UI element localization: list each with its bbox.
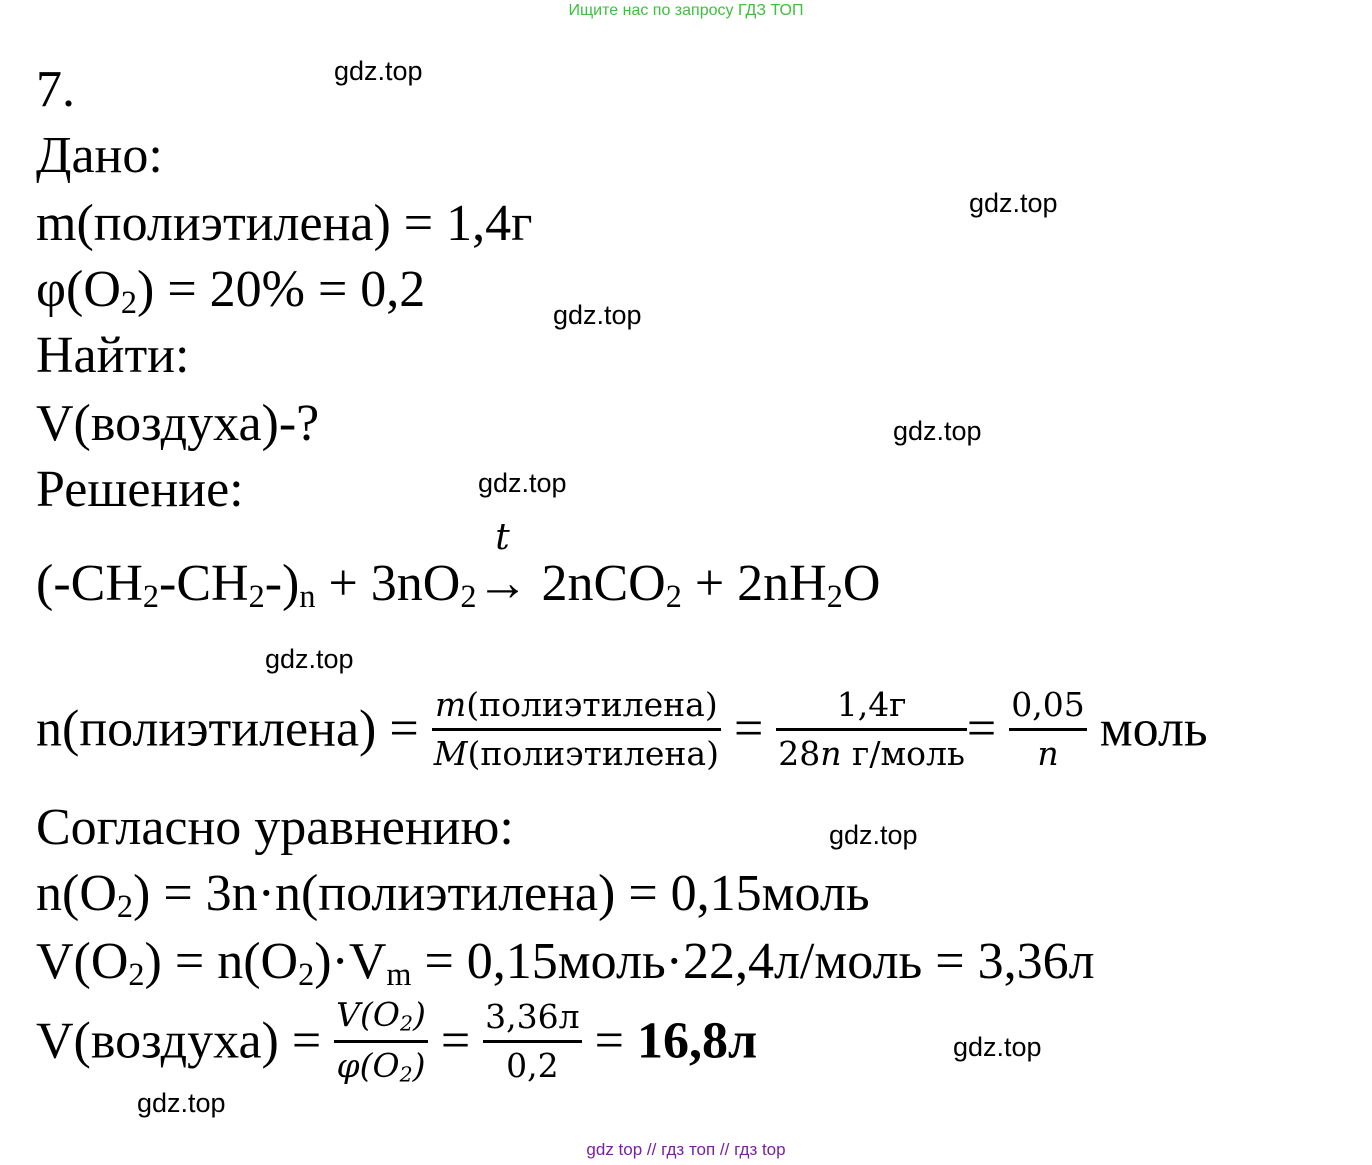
search-hint-banner: Ищите нас по запросу ГДЗ ТОП	[568, 2, 804, 19]
moles-oxygen-equation: $n(O_2)$ = 3n·n(полиэтилена) = 0,15моль	[36, 865, 870, 925]
problem-number: 7.	[36, 61, 75, 118]
watermark: gdz.top	[478, 468, 567, 498]
final-answer: 16,8л	[636, 1012, 758, 1070]
footer-links[interactable]: gdz top // гдз топ // гдз top	[586, 1140, 786, 1159]
watermark: gdz.top	[969, 188, 1058, 218]
watermark: gdz.top	[137, 1088, 226, 1118]
watermark: gdz.top	[265, 644, 354, 674]
according-label: Согласно уравнению:	[36, 799, 514, 856]
volume-over-fraction: $\frac{V(O_2)}{\varphi(O_2)}$	[336, 995, 426, 1087]
find-value: V(воздуха)-?	[36, 395, 320, 452]
solution-label: Решение:	[36, 461, 244, 518]
moles-result-fraction: $\frac{0,05}{n}$	[1011, 685, 1085, 773]
watermark: gdz.top	[953, 1032, 1042, 1062]
volume-oxygen-equation: $V(O_2) = n(O_2)\cdot V_m$ = 0,15моль·22,4л/моль = 3,36л	[36, 933, 1095, 993]
watermark: gdz.top	[553, 300, 642, 330]
reaction-condition: t	[495, 517, 510, 558]
given-label: Дано:	[36, 127, 163, 184]
watermark: gdz.top	[893, 416, 982, 446]
mass-value-fraction: $\frac{1,4г}{\text{28n г/моль}}$	[778, 685, 965, 773]
reaction-arrow: t →	[476, 517, 529, 612]
find-label: Найти:	[36, 327, 190, 384]
mass-over-molar-mass-fraction: $\frac{\text{m(полиэтилена)}}{\text{M(полиэтилена)}}$	[433, 685, 719, 773]
watermark: gdz.top	[334, 56, 423, 86]
given-oxygen-fraction: $\varphi(O_2) = 20\% = 0,2$	[36, 261, 426, 321]
reaction-equation: $(-CH_2-CH_2-)_n + 3nO_2$ t → $2nCO_2 + 2nH_2O$	[36, 517, 881, 615]
volume-value-fraction: $\frac{3,36л}{0,2}$	[485, 997, 580, 1086]
given-mass: m(полиэтилена) = 1,4г	[36, 195, 533, 252]
watermark: gdz.top	[829, 820, 918, 850]
volume-air-equation: V(воздуха) = $\frac{V(O_2)}{\varphi(O_2)}$ = $\frac{3,36л}{0,2}$ = 16,8л	[36, 995, 758, 1087]
moles-polyethylene-equation: n(полиэтилена) = $\frac{\text{m(полиэтилена)}}{\text{M(полиэтилена)}}$ = $\frac{1,4г}{\text{28n г/моль}}$ = $\frac{0,05}{n}$ моль	[36, 685, 1208, 773]
